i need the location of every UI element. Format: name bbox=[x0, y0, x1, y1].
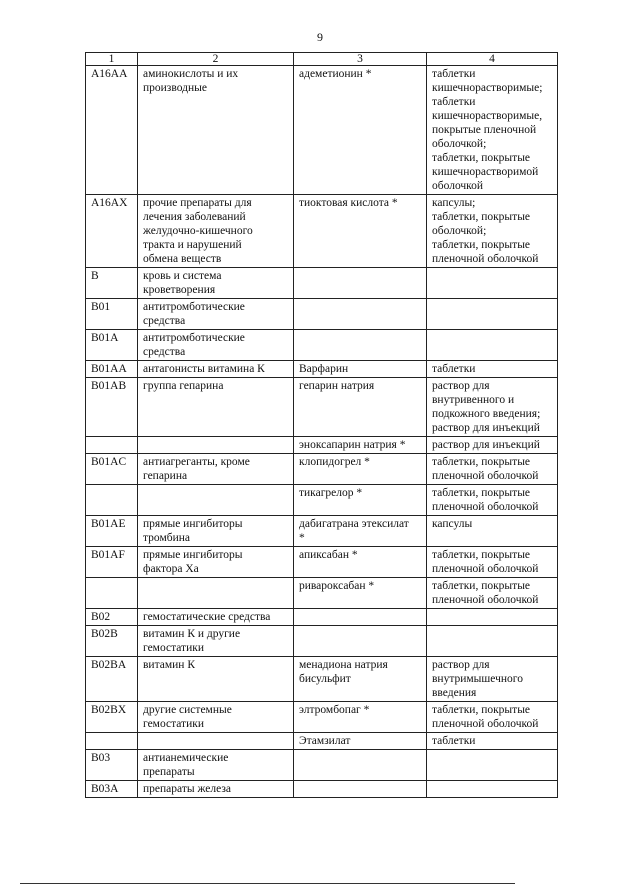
group-name: витамин К и другие гемостатики bbox=[138, 626, 294, 657]
group-name: прочие препараты для лечения заболеваний желудочно-кишечного тракта и нарушений обмена веществ bbox=[138, 195, 294, 268]
dosage-form: капсулы bbox=[427, 516, 558, 547]
table-row bbox=[86, 578, 558, 609]
table-row bbox=[86, 66, 558, 195]
atc-code: B01AA bbox=[86, 361, 138, 378]
group-name bbox=[138, 485, 294, 516]
table-row bbox=[86, 626, 558, 657]
group-name: гемостатические средства bbox=[138, 609, 294, 626]
table-row bbox=[86, 437, 558, 454]
table-row bbox=[86, 516, 558, 547]
table-row bbox=[86, 733, 558, 750]
drug-name bbox=[294, 781, 427, 798]
table-row bbox=[86, 195, 558, 268]
drug-name: апиксабан * bbox=[294, 547, 427, 578]
group-name: группа гепарина bbox=[138, 378, 294, 437]
dosage-form: таблетки, покрытые пленочной оболочкой bbox=[427, 578, 558, 609]
drug-name bbox=[294, 268, 427, 299]
dosage-form bbox=[427, 781, 558, 798]
group-name bbox=[138, 733, 294, 750]
dosage-form: раствор для внутривенного и подкожного введения; раствор для инъекций bbox=[427, 378, 558, 437]
table-row bbox=[86, 330, 558, 361]
group-name: антитромботические средства bbox=[138, 330, 294, 361]
group-name: антианемические препараты bbox=[138, 750, 294, 781]
group-name: антагонисты витамина К bbox=[138, 361, 294, 378]
page-number: 9 bbox=[317, 30, 323, 44]
drug-table bbox=[85, 52, 558, 798]
group-name: витамин К bbox=[138, 657, 294, 702]
atc-code: B02BX bbox=[86, 702, 138, 733]
bottom-divider bbox=[20, 883, 515, 884]
drug-name: Варфарин bbox=[294, 361, 427, 378]
group-name: антитромботические средства bbox=[138, 299, 294, 330]
column-header: 1 bbox=[86, 53, 138, 66]
table-row bbox=[86, 657, 558, 702]
dosage-form bbox=[427, 330, 558, 361]
drug-name: гепарин натрия bbox=[294, 378, 427, 437]
atc-code: B01AC bbox=[86, 454, 138, 485]
drug-name: Этамзилат bbox=[294, 733, 427, 750]
atc-code bbox=[86, 578, 138, 609]
column-header: 3 bbox=[294, 53, 427, 66]
atc-code bbox=[86, 733, 138, 750]
group-name: кровь и система кроветворения bbox=[138, 268, 294, 299]
table-row bbox=[86, 485, 558, 516]
group-name: прямые ингибиторы фактора Ха bbox=[138, 547, 294, 578]
atc-code: B01 bbox=[86, 299, 138, 330]
dosage-form: капсулы; таблетки, покрытые оболочкой; таблетки, покрытые пленочной оболочкой bbox=[427, 195, 558, 268]
table-row bbox=[86, 781, 558, 798]
table-row bbox=[86, 268, 558, 299]
atc-code: B01A bbox=[86, 330, 138, 361]
table-row bbox=[86, 361, 558, 378]
drug-name: ривароксабан * bbox=[294, 578, 427, 609]
table-row bbox=[86, 609, 558, 626]
drug-name bbox=[294, 299, 427, 330]
table-row bbox=[86, 378, 558, 437]
atc-code bbox=[86, 437, 138, 454]
group-name bbox=[138, 437, 294, 454]
table-row bbox=[86, 702, 558, 733]
table-row bbox=[86, 454, 558, 485]
dosage-form bbox=[427, 268, 558, 299]
column-header: 4 bbox=[427, 53, 558, 66]
atc-code: B02B bbox=[86, 626, 138, 657]
drug-name bbox=[294, 626, 427, 657]
atc-code: A16AA bbox=[86, 66, 138, 195]
table-header-row bbox=[86, 53, 558, 66]
atc-code: A16AX bbox=[86, 195, 138, 268]
dosage-form bbox=[427, 299, 558, 330]
group-name: другие системные гемостатики bbox=[138, 702, 294, 733]
table-body bbox=[86, 66, 558, 798]
atc-code: B01AE bbox=[86, 516, 138, 547]
atc-code: B bbox=[86, 268, 138, 299]
dosage-form bbox=[427, 750, 558, 781]
dosage-form: таблетки кишечнорастворимые; таблетки кишечнорастворимые, покрытые пленочной оболочкой; таблетки, покрытые кишечнорастворимой оболочкой bbox=[427, 66, 558, 195]
atc-code bbox=[86, 485, 138, 516]
dosage-form: таблетки bbox=[427, 361, 558, 378]
dosage-form: таблетки, покрытые пленочной оболочкой bbox=[427, 702, 558, 733]
group-name: аминокислоты и их производные bbox=[138, 66, 294, 195]
dosage-form: раствор для инъекций bbox=[427, 437, 558, 454]
atc-code: B01AF bbox=[86, 547, 138, 578]
group-name: прямые ингибиторы тромбина bbox=[138, 516, 294, 547]
atc-code: B03A bbox=[86, 781, 138, 798]
dosage-form bbox=[427, 626, 558, 657]
group-name: препараты железа bbox=[138, 781, 294, 798]
drug-name: адеметионин * bbox=[294, 66, 427, 195]
dosage-form: таблетки, покрытые пленочной оболочкой bbox=[427, 547, 558, 578]
drug-name: дабигатрана этексилат * bbox=[294, 516, 427, 547]
drug-name bbox=[294, 750, 427, 781]
drug-name bbox=[294, 609, 427, 626]
drug-name: эноксапарин натрия * bbox=[294, 437, 427, 454]
drug-name: тиоктовая кислота * bbox=[294, 195, 427, 268]
drug-name: элтромбопаг * bbox=[294, 702, 427, 733]
table-row bbox=[86, 750, 558, 781]
dosage-form: таблетки, покрытые пленочной оболочкой bbox=[427, 454, 558, 485]
atc-code: B02BA bbox=[86, 657, 138, 702]
group-name bbox=[138, 578, 294, 609]
dosage-form: таблетки, покрытые пленочной оболочкой bbox=[427, 485, 558, 516]
drug-name: клопидогрел * bbox=[294, 454, 427, 485]
drug-name bbox=[294, 330, 427, 361]
dosage-form bbox=[427, 609, 558, 626]
table-row bbox=[86, 547, 558, 578]
dosage-form: таблетки bbox=[427, 733, 558, 750]
drug-name: менадиона натрия бисульфит bbox=[294, 657, 427, 702]
column-header: 2 bbox=[138, 53, 294, 66]
dosage-form: раствор для внутримышечного введения bbox=[427, 657, 558, 702]
atc-code: B03 bbox=[86, 750, 138, 781]
atc-code: B01AB bbox=[86, 378, 138, 437]
atc-code: B02 bbox=[86, 609, 138, 626]
drug-name: тикагрелор * bbox=[294, 485, 427, 516]
group-name: антиагреганты, кроме гепарина bbox=[138, 454, 294, 485]
table-row bbox=[86, 299, 558, 330]
